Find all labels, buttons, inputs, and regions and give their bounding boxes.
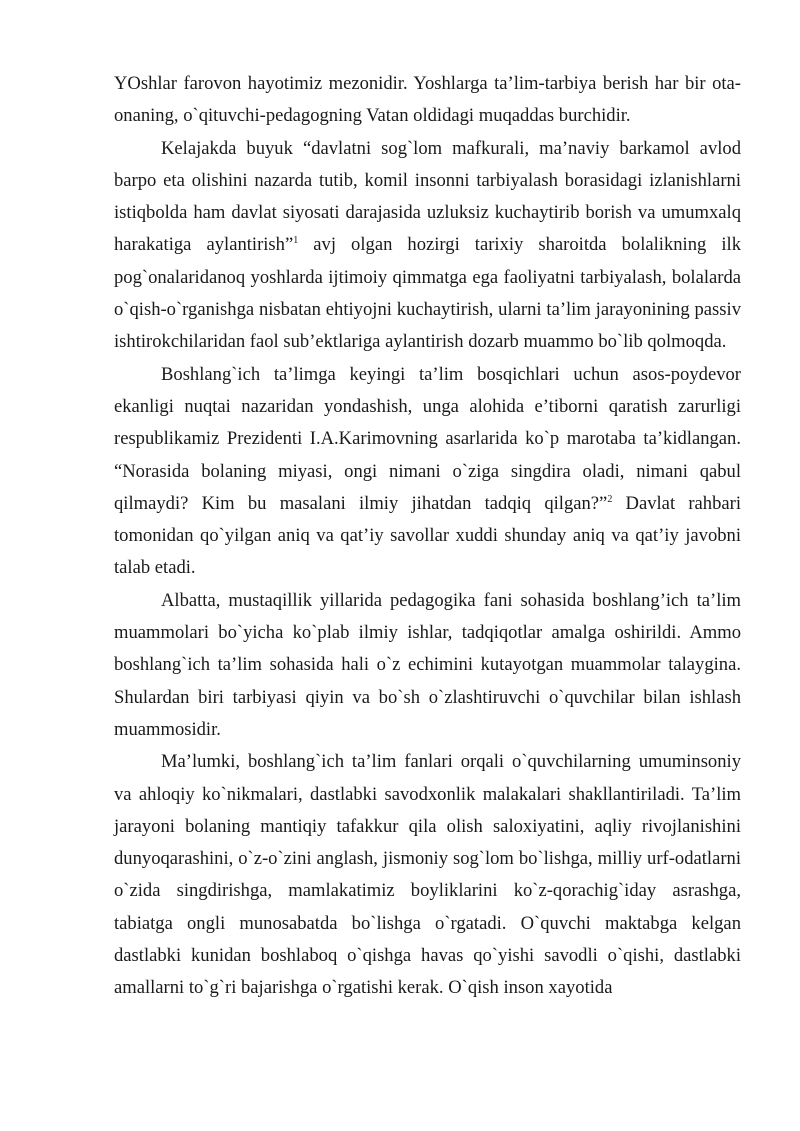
paragraph-text: Albatta, mustaqillik yillarida pedagogika fani sohasida boshlang’ich ta’lim muammolari bo`yicha ko`plab ilmiy ishlar, tadqiqotlar amalga oshirildi. Ammo boshlang`ich ta’lim sohasida hali o`z echimini kutayotgan muammolar talaygina. Shulardan biri tarbiyasi qiyin va bo`sh o`zlashtiruvchi o`quvchilar bilan ishlash muammosidir. <box>114 589 741 740</box>
paragraph-3 <box>114 359 741 585</box>
footnote-marker[interactable]: 1 <box>293 235 299 247</box>
paragraph-text: Davlat rahbari tomonidan qo`yilgan aniq va qat’iy savollar xuddi shunday aniq va qat’iy javobni talab etadi. <box>114 492 741 579</box>
paragraph-5 <box>114 746 741 1004</box>
document-page <box>114 68 741 1005</box>
paragraph-text: avj olgan hozirgi tarixiy sharoitda bolalikning ilk pog`onalaridanoq yoshlarda ijtimoiy qimmatga ega faoliyatni tarbiyalash, bolalarda o`qish-o`rganishga nisbatan ehtiyojni kuchaytirish, ularni ta’lim jarayonining passiv ishtirokchilaridan faol sub’ektlariga aylantirish dozarb muammo bo`lib qolmoqda. <box>114 234 741 353</box>
paragraph-4 <box>114 585 741 746</box>
paragraph-text: Ma’lumki, boshlang`ich ta’lim fanlari orqali o`quvchilarning umuminsoniy va ahloqiy ko`nikmalari, dastlabki savodxonlik malakalari shakllantiriladi. Ta’lim jarayoni bolaning mantiqiy tafakkur qila olish saloxiyatini, aqliy rivojlanishini dunyoqarashini, o`z-o`zini anglash, jismoniy sog`lom bo`lishga, milliy urf-odatlarni o`zida singdirishga, mamlakatimiz boyliklarini ko`z-qorachig`iday asrashga, tabiatga ongli munosabatda bo`lishga o`rgatadi. O`quvchi maktabga kelgan dastlabki kunidan boshlaboq o`qishga havas qo`yishi savodli o`qishi, dastlabki amallarni to`g`ri bajarishga o`rgatishi kerak. O`qish inson xayotida <box>114 751 741 999</box>
paragraph-text: Boshlang`ich ta’limga keyingi ta’lim bosqichlari uchun asos-poydevor ekanligi nuqtai nazaridan yondashish, unga alohida e’tiborni qaratish zarurligi respublikamiz Prezidenti I.A.Karimovning asarlarida ko`p marotaba ta’kidlangan. “Norasida bolaning miyasi, ongi nimani o`ziga singdira oladi, nimani qabul qilmaydi? Kim bu masalani ilmiy jihatdan tadqiq qilgan?” <box>114 363 741 514</box>
footnote-marker[interactable]: 2 <box>607 493 613 505</box>
paragraph-text: YOshlar farovon hayotimiz mezonidir. Yoshlarga ta’lim-tarbiya berish har bir ota-onaning, o`qituvchi-pedagogning Vatan oldidagi muqaddas burchidir. <box>114 73 741 127</box>
paragraph-2 <box>114 133 741 359</box>
paragraph-1 <box>114 68 741 133</box>
paragraph-text: Kelajakda buyuk “davlatni sog`lom mafkurali, ma’naviy barkamol avlod barpo eta olishini nazarda tutib, komil insonni tarbiyalash borasidagi izlanishlarni istiqbolda ham davlat siyosati darajasida uzluksiz kuchaytirib borish va umumxalq harakatiga aylantirish” <box>114 137 741 256</box>
